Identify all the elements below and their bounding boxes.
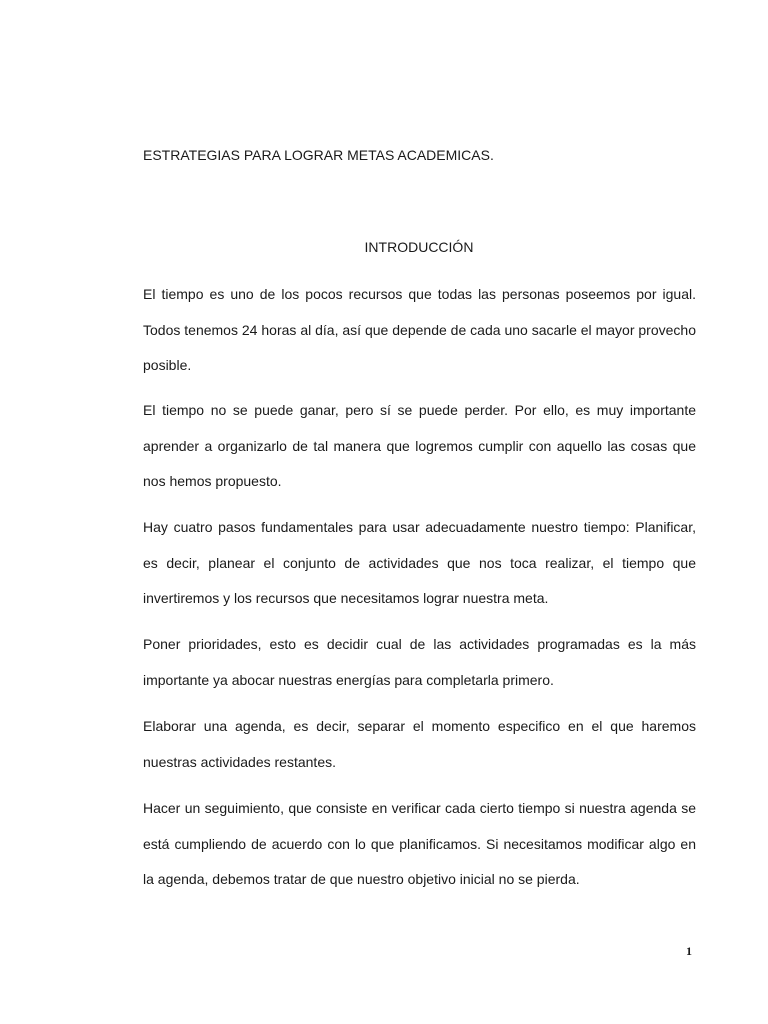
section-heading: INTRODUCCIÓN xyxy=(364,239,474,255)
paragraph-4: Poner prioridades, esto es decidir cual de las actividades programadas es la más importante ya abocar nuestras energías para completarla primero. xyxy=(143,636,696,688)
paragraph-2: El tiempo no se puede ganar, pero sí se puede perder. Por ello, es muy importante aprender a organizarlo de tal manera que logremos cumplir con aquello las cosas que nos hemos propuesto. xyxy=(143,402,696,489)
document-title: ESTRATEGIAS PARA LOGRAR METAS ACADEMICAS. xyxy=(143,147,494,163)
page-number: 1 xyxy=(686,944,692,958)
paragraph-3: Hay cuatro pasos fundamentales para usar adecuadamente nuestro tiempo: Planificar, es decir, planear el conjunto de actividades que nos toca realizar, el tiempo que invertiremos y los recursos que necesitamos lograr nuestra meta. xyxy=(143,519,696,606)
paragraph-1: El tiempo es uno de los pocos recursos que todas las personas poseemos por igual. Todos tenemos 24 horas al día, así que depende de cada uno sacarle el mayor provecho posible. xyxy=(143,286,696,373)
paragraph-6: Hacer un seguimiento, que consiste en verificar cada cierto tiempo si nuestra agenda se está cumpliendo de acuerdo con lo que planificamos. Si necesitamos modificar algo en la agenda, debemos tratar de que nuestro objetivo inicial no se pierda. xyxy=(143,800,696,887)
paragraph-5: Elaborar una agenda, es decir, separar el momento especifico en el que haremos nuestras actividades restantes. xyxy=(143,718,696,770)
